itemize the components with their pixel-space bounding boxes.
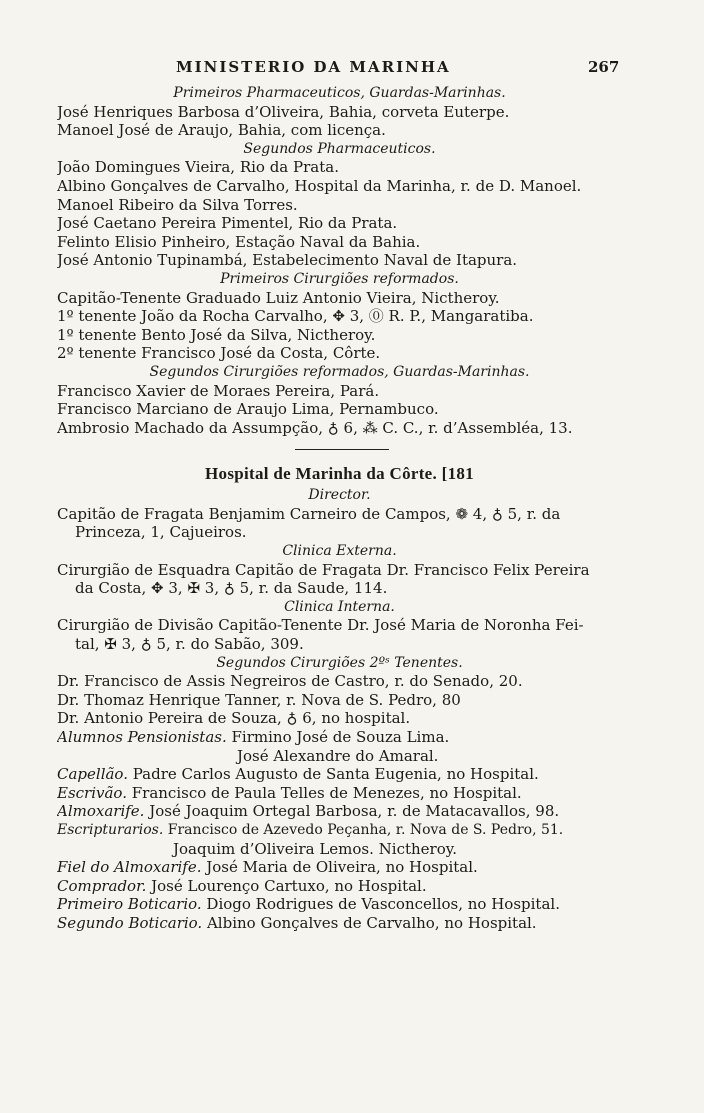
running-title: MINISTERIO DA MARINHA xyxy=(176,58,451,76)
list-item: Capitão-Tenente Graduado Luiz Antonio Vieira, Nictheroy. xyxy=(57,288,500,307)
staff-text: Francisco de Paula Telles de Menezes, no Hospital. xyxy=(126,783,522,802)
staff-text: José Alexandre do Amaral. xyxy=(237,746,439,765)
staff-line xyxy=(57,728,622,747)
list-item: Francisco Marciano de Araujo Lima, Pernambuco. xyxy=(57,400,439,419)
staff-label: Escripturarios. xyxy=(57,821,164,838)
staff-text: Padre Carlos Augusto de Santa Eugenia, no Hospital. xyxy=(127,765,539,784)
list-item: Francisco Xavier de Moraes Pereira, Pará. xyxy=(57,381,380,400)
staff-line xyxy=(57,784,622,803)
staff-line xyxy=(57,821,622,840)
staff-text: Francisco de Azevedo Peçanha, r. Nova de S. Pedro, 51. xyxy=(163,821,564,838)
list-item: 1º tenente Bento José da Silva, Nictheroy. xyxy=(57,325,376,344)
staff-line xyxy=(57,840,622,859)
page-content xyxy=(0,84,704,933)
page-number: 267 xyxy=(588,58,620,76)
staff-line xyxy=(57,802,622,821)
list-item: Manoel José de Araujo, Bahia, com licença. xyxy=(57,121,386,140)
staff-line xyxy=(57,858,622,877)
heading-first-pharmacists: Primeiros Pharmaceuticos, Guardas-Marinhas. xyxy=(173,85,506,101)
list-item: Ambrosio Machado da Assumpção, ♁ 6, ⁂ C. C., r. d’Assembléa, 13. xyxy=(57,418,573,437)
heading-first-retired-surgeons: Primeiros Cirurgiões reformados. xyxy=(220,270,459,287)
staff-text: Diogo Rodrigues de Vasconcellos, no Hospital. xyxy=(201,895,560,914)
staff-text: Joaquim d’Oliveira Lemos. Nictheroy. xyxy=(173,839,457,858)
staff-text: Albino Gonçalves de Carvalho, no Hospital. xyxy=(202,913,537,932)
staff-text: José Maria de Oliveira, no Hospital. xyxy=(201,858,478,877)
list-item: Cirurgião de Divisão Capitão-Tenente Dr. José Maria de Noronha Fei- xyxy=(57,616,584,635)
staff-line xyxy=(57,914,622,933)
staff-label: Escrivão. xyxy=(57,783,127,802)
heading-internal-clinic: Clinica Interna. xyxy=(284,598,395,615)
heading-second-retired-surgeons: Segundos Cirurgiões reformados, Guardas-Marinhas. xyxy=(149,363,530,380)
list-item: Dr. Thomaz Henrique Tanner, r. Nova de S. Pedro, 80 xyxy=(57,690,461,709)
staff-label: Almoxarife. xyxy=(57,802,145,821)
section-divider xyxy=(295,449,389,450)
list-item: José Caetano Pereira Pimentel, Rio da Prata. xyxy=(57,214,398,233)
list-item: Dr. Antonio Pereira de Souza, ♁ 6, no hospital. xyxy=(57,709,411,728)
page-header xyxy=(0,58,704,82)
staff-line xyxy=(57,747,622,766)
staff-label: Fiel do Almoxarife. xyxy=(57,858,202,877)
staff-label: Primeiro Boticario. xyxy=(57,895,202,914)
staff-label: Alumnos Pensionistas. xyxy=(57,728,227,746)
list-item: 2º tenente Francisco José da Costa, Côrte. xyxy=(57,344,381,363)
heading-second-pharmacists: Segundos Pharmaceuticos. xyxy=(243,140,436,157)
heading-second-surgeons-lieutenants: Segundos Cirurgiões 2ºˢ Tenentes. xyxy=(216,654,463,671)
staff-line xyxy=(57,895,622,914)
list-item: Felinto Elisio Pinheiro, Estação Naval da Bahia. xyxy=(57,232,421,251)
staff-label: Segundo Boticario. xyxy=(57,913,203,932)
staff-label: Comprador. xyxy=(57,876,147,895)
staff-label: Capellão. xyxy=(57,765,128,784)
list-item: José Antonio Tupinambá, Estabelecimento Naval de Itapura. xyxy=(57,251,518,270)
staff-line xyxy=(57,877,622,896)
list-item: João Domingues Vieira, Rio da Prata. xyxy=(57,158,339,177)
staff-text: José Joaquim Ortegal Barbosa, r. de Matacavallos, 98. xyxy=(144,802,560,821)
staff-text: Firmino José de Souza Lima. xyxy=(226,728,450,746)
list-item: José Henriques Barbosa d’Oliveira, Bahia, corveta Euterpe. xyxy=(57,102,510,121)
staff-line xyxy=(57,765,622,784)
heading-external-clinic: Clinica Externa. xyxy=(282,543,397,560)
list-item: 1º tenente João da Rocha Carvalho, ✥ 3, ⓪ R. P., Mangaratiba. xyxy=(57,307,534,326)
list-item: Cirurgião de Esquadra Capitão de Fragata Dr. Francisco Felix Pereira xyxy=(57,560,590,579)
list-item-continuation: Princeza, 1, Cajueiros. xyxy=(75,523,247,542)
list-item-continuation: tal, ✠ 3, ♁ 5, r. do Sabão, 309. xyxy=(75,635,304,654)
list-item: Albino Gonçalves de Carvalho, Hospital da Marinha, r. de D. Manoel. xyxy=(57,176,582,195)
list-item-continuation: da Costa, ✥ 3, ✠ 3, ♁ 5, r. da Saude, 114. xyxy=(75,579,388,598)
staff-text: José Lourenço Cartuxo, no Hospital. xyxy=(146,876,427,895)
list-item: Capitão de Fragata Benjamim Carneiro de Campos, ❁ 4, ♁ 5, r. da xyxy=(57,504,561,523)
hospital-section-title: Hospital de Marinha da Côrte. [181 xyxy=(205,464,474,484)
list-item: Manoel Ribeiro da Silva Torres. xyxy=(57,195,298,214)
list-item: Dr. Francisco de Assis Negreiros de Castro, r. do Senado, 20. xyxy=(57,672,523,691)
heading-director: Director. xyxy=(308,487,371,504)
